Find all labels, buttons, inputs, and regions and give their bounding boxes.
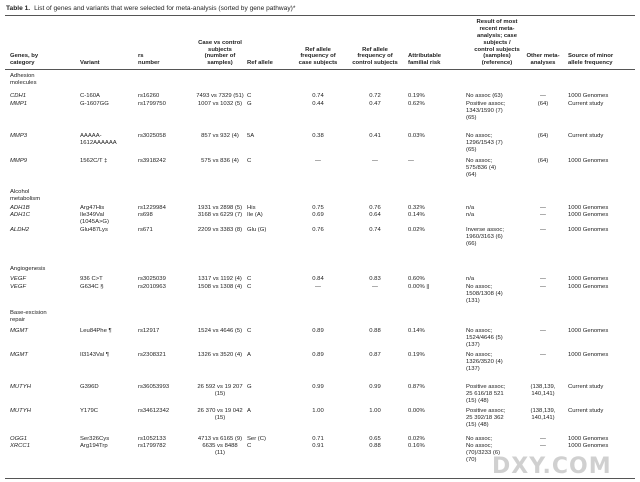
cell-variant: Il3143Val ¶ — [80, 352, 109, 358]
cell-fk: 0.64 — [369, 212, 381, 218]
cell-variant: Glu487Lys — [80, 227, 108, 233]
cell-variant: Arg194Trp — [80, 443, 108, 449]
cell-source: Current study — [568, 133, 604, 139]
cell-gene: VEGF — [10, 284, 27, 290]
cell-variant: 936 C>T — [80, 276, 103, 282]
cell-rs: rs3025058 — [138, 133, 166, 139]
cell-fk: 0.88 — [369, 328, 381, 334]
cell-fk: — — [372, 284, 378, 290]
header-other: Other meta- analyses — [526, 53, 560, 67]
cell-variant: C-160A — [80, 93, 100, 99]
cell-ref: Ile (A) — [247, 212, 263, 218]
cell-cases: 2209 vs 3383 (8) — [197, 227, 243, 233]
section-label: Alcohol metabolism — [10, 189, 41, 202]
cell-ref: Ser (C) — [247, 436, 266, 442]
cell-result: No assoc; 1524/4646 (5) (137) — [466, 328, 503, 348]
cell-cases: 26 592 vs 19 207 (15) — [197, 384, 243, 397]
cell-other: — — [540, 227, 546, 233]
cell-result: Inverse assoc; 1960/3163 (6) (66) — [466, 227, 504, 247]
cell-fk: 0.41 — [369, 133, 381, 139]
cell-cases: 26 370 vs 19 042 (15) — [197, 408, 243, 421]
cell-rs: rs1229984 — [138, 205, 166, 211]
cell-result: No assoc; 575/836 (4) (64) — [466, 158, 497, 178]
cell-result: No assoc; 1326/3520 (4) (137) — [466, 352, 503, 372]
cell-risk: 0.19% — [408, 93, 425, 99]
cell-variant: G396D — [80, 384, 99, 390]
cell-source: 1000 Genomes — [568, 158, 609, 164]
cell-variant: G634C § — [80, 284, 104, 290]
cell-gene: OGG1 — [10, 436, 28, 442]
cell-rs: rs671 — [138, 227, 153, 233]
cell-fc: 0.71 — [312, 436, 324, 442]
cell-fk: 0.99 — [369, 384, 381, 390]
cell-rs: rs1799750 — [138, 101, 166, 107]
cell-ref: C — [247, 276, 252, 282]
cell-ref: His — [247, 205, 256, 211]
cell-result: n/a — [466, 205, 475, 211]
cell-risk: 0.19% — [408, 352, 425, 358]
cell-source: 1000 Genomes — [568, 443, 609, 449]
cell-other: — — [540, 212, 546, 218]
header-gene: Genes, by category — [10, 53, 39, 67]
cell-fc: — — [315, 284, 321, 290]
header-freq-cases: Ref allele frequency of case subjects — [298, 46, 338, 67]
cell-ref: 5A — [247, 133, 255, 139]
cell-other: — — [540, 276, 546, 282]
cell-source: 1000 Genomes — [568, 227, 609, 233]
cell-result: Positive assoc; 25 392/18 362 (15) (48) — [466, 408, 506, 428]
cell-cases: 1317 vs 1192 (4) — [198, 276, 242, 282]
cell-gene: CDH1 — [10, 93, 27, 99]
cell-cases: 4713 vs 6165 (9) — [197, 436, 243, 442]
cell-source: 1000 Genomes — [568, 436, 609, 442]
cell-gene: MMP1 — [10, 101, 28, 107]
cell-source: Current study — [568, 101, 604, 107]
cell-fc: 0.69 — [312, 212, 324, 218]
cell-gene: ADH1C — [10, 212, 30, 218]
cell-source: 1000 Genomes — [568, 93, 609, 99]
cell-source: Current study — [568, 384, 604, 390]
header-result: Result of most recent meta- analysis; case subjects / control subjects (samples) (reference) — [474, 19, 520, 67]
watermark-logo: DXY.COM — [492, 454, 612, 479]
cell-fc: 0.84 — [312, 276, 324, 282]
cell-ref: C — [247, 328, 252, 334]
cell-rs: rs34612342 — [138, 408, 170, 414]
cell-cases: 6635 vs 8488 (11) — [202, 443, 238, 456]
cell-gene: MGMT — [10, 328, 28, 334]
cell-fk: — — [372, 158, 378, 164]
header-rule — [5, 69, 635, 70]
cell-ref: G — [247, 384, 252, 390]
cell-result: n/a — [466, 212, 475, 218]
cell-risk: 0.00% || — [408, 284, 430, 290]
cell-rs: rs3918242 — [138, 158, 166, 164]
cell-risk: 0.14% — [408, 212, 425, 218]
cell-risk: 0.03% — [408, 133, 425, 139]
cell-rs: rs2010963 — [138, 284, 166, 290]
cell-rs: rs698 — [138, 212, 153, 218]
cell-fc: 0.38 — [312, 133, 324, 139]
cell-other: (138,139, 140,141) — [530, 384, 556, 397]
cell-gene: MGMT — [10, 352, 28, 358]
cell-gene: MUTYH — [10, 408, 31, 414]
cell-ref: A — [247, 408, 251, 414]
cell-risk: 0.32% — [408, 205, 425, 211]
header-rs: rs number — [138, 53, 160, 67]
cell-fk: 0.88 — [369, 443, 381, 449]
cell-ref: C — [247, 158, 252, 164]
cell-result: No assoc; — [466, 436, 493, 442]
cell-ref: C — [247, 284, 252, 290]
cell-ref: Glu (G) — [247, 227, 267, 233]
cell-cases: 1524 vs 4646 (5) — [197, 328, 243, 334]
cell-rs: rs2308321 — [138, 352, 166, 358]
cell-result: Positive assoc; 25 616/18 521 (15) (48) — [466, 384, 506, 404]
cell-fc: 0.74 — [312, 93, 324, 99]
cell-other: — — [540, 284, 546, 290]
cell-rs: rs16260 — [138, 93, 160, 99]
cell-variant: 1562C/T ‡ — [80, 158, 108, 164]
cell-variant: Arg47His — [80, 205, 105, 211]
cell-rs: rs36053993 — [138, 384, 170, 390]
cell-variant: AAAAA- 1612AAAAAA — [80, 133, 117, 146]
cell-fc: 0.76 — [312, 227, 324, 233]
cell-source: 1000 Genomes — [568, 212, 609, 218]
cell-other: — — [540, 93, 546, 99]
cell-fc: — — [315, 158, 321, 164]
cell-other: (64) — [537, 158, 549, 164]
cell-risk: 0.16% — [408, 443, 425, 449]
cell-risk: 0.87% — [408, 384, 425, 390]
cell-result: No assoc; 1508/1308 (4) (131) — [466, 284, 503, 304]
cell-other: — — [540, 205, 546, 211]
cell-ref: A — [247, 352, 251, 358]
cell-variant: Leu84Phe ¶ — [80, 328, 112, 334]
cell-gene: MUTYH — [10, 384, 31, 390]
cell-other: (64) — [537, 133, 549, 139]
cell-other: — — [540, 436, 546, 442]
cell-gene: ALDH2 — [10, 227, 29, 233]
cell-risk: 0.60% — [408, 276, 425, 282]
cell-fc: 0.75 — [312, 205, 324, 211]
cell-ref: C — [247, 443, 252, 449]
cell-variant: Y179C — [80, 408, 99, 414]
header-variant: Variant — [80, 60, 100, 67]
cell-other: (64) — [537, 101, 549, 107]
cell-other: — — [540, 352, 546, 358]
cell-result: No assoc; (70)/3233 (6) (70) — [466, 443, 501, 463]
cell-source: Current study — [568, 408, 604, 414]
cell-other: — — [540, 328, 546, 334]
caption-label: Table 1. — [6, 5, 31, 12]
cell-cases: 1007 vs 1032 (5) — [197, 101, 243, 107]
cell-cases: 3168 vs 6229 (7) — [197, 212, 243, 218]
cell-cases: 1931 vs 2898 (5) — [197, 205, 243, 211]
cell-risk: — — [408, 158, 414, 164]
cell-fc: 0.89 — [312, 328, 324, 334]
section-label: Angiogenesis — [10, 266, 46, 272]
cell-fc: 0.99 — [312, 384, 324, 390]
cell-fk: 0.83 — [369, 276, 381, 282]
cell-risk: 0.02% — [408, 436, 425, 442]
cell-result: No assoc; 1296/1543 (7) (65) — [466, 133, 503, 153]
cell-result: n/a — [466, 276, 475, 282]
cell-cases: 857 vs 932 (4) — [201, 133, 239, 139]
cell-fk: 0.76 — [369, 205, 381, 211]
cell-fc: 0.91 — [312, 443, 324, 449]
cell-source: 1000 Genomes — [568, 352, 609, 358]
cell-gene: ADH1B — [10, 205, 30, 211]
cell-gene: MMP9 — [10, 158, 28, 164]
cell-other: (138,139, 140,141) — [530, 408, 556, 421]
cell-fc: 0.44 — [312, 101, 324, 107]
cell-risk: 0.62% — [408, 101, 425, 107]
cell-variant: G-1607GG — [80, 101, 109, 107]
cell-risk: 0.00% — [408, 408, 425, 414]
cell-fk: 0.87 — [369, 352, 381, 358]
header-cases: Case vs control subjects (number of samples) — [198, 39, 242, 67]
cell-rs: rs1799782 — [138, 443, 166, 449]
section-label: Adhesion molecules — [10, 73, 37, 86]
section-label: Base-excision repair — [10, 310, 47, 323]
cell-fk: 1.00 — [369, 408, 381, 414]
cell-fk: 0.47 — [369, 101, 381, 107]
cell-cases: 1326 vs 3520 (4) — [197, 352, 243, 358]
cell-result: No assoc (63) — [466, 93, 503, 99]
header-source: Source of minor allele frequency — [568, 53, 614, 67]
cell-rs: rs3025039 — [138, 276, 166, 282]
cell-result: Positive assoc; 1343/1590 (7) (65) — [466, 101, 506, 121]
cell-fk: 0.74 — [369, 227, 381, 233]
cell-fc: 0.89 — [312, 352, 324, 358]
cell-risk: 0.14% — [408, 328, 425, 334]
cell-risk: 0.02% — [408, 227, 425, 233]
cell-gene: XRCC1 — [10, 443, 30, 449]
cell-gene: VEGF — [10, 276, 27, 282]
cell-rs: rs1052133 — [138, 436, 166, 442]
cell-gene: MMP3 — [10, 133, 28, 139]
cell-variant: Ser326Cys — [80, 436, 110, 442]
cell-cases: 575 vs 836 (4) — [201, 158, 239, 164]
cell-source: 1000 Genomes — [568, 205, 609, 211]
header-freq-controls: Ref allele frequency of control subjects — [352, 46, 398, 67]
cell-source: 1000 Genomes — [568, 276, 609, 282]
cell-cases: 7493 vs 7329 (51) — [196, 93, 244, 99]
header-risk: Attributable familial risk — [408, 53, 442, 67]
cell-ref: C — [247, 93, 252, 99]
cell-cases: 1508 vs 1308 (4) — [197, 284, 243, 290]
cell-fc: 1.00 — [312, 408, 324, 414]
cell-rs: rs12917 — [138, 328, 160, 334]
caption-text: List of genes and variants that were selected for meta-analysis (sorted by gene pathway)* — [34, 5, 296, 12]
cell-source: 1000 Genomes — [568, 284, 609, 290]
header-ref: Ref allele — [247, 60, 273, 67]
cell-ref: G — [247, 101, 252, 107]
cell-variant: Ile349Val (1045A>G) — [80, 212, 109, 225]
cell-source: 1000 Genomes — [568, 328, 609, 334]
cell-other: — — [540, 443, 546, 449]
cell-fk: 0.65 — [369, 436, 381, 442]
cell-fk: 0.72 — [369, 93, 381, 99]
